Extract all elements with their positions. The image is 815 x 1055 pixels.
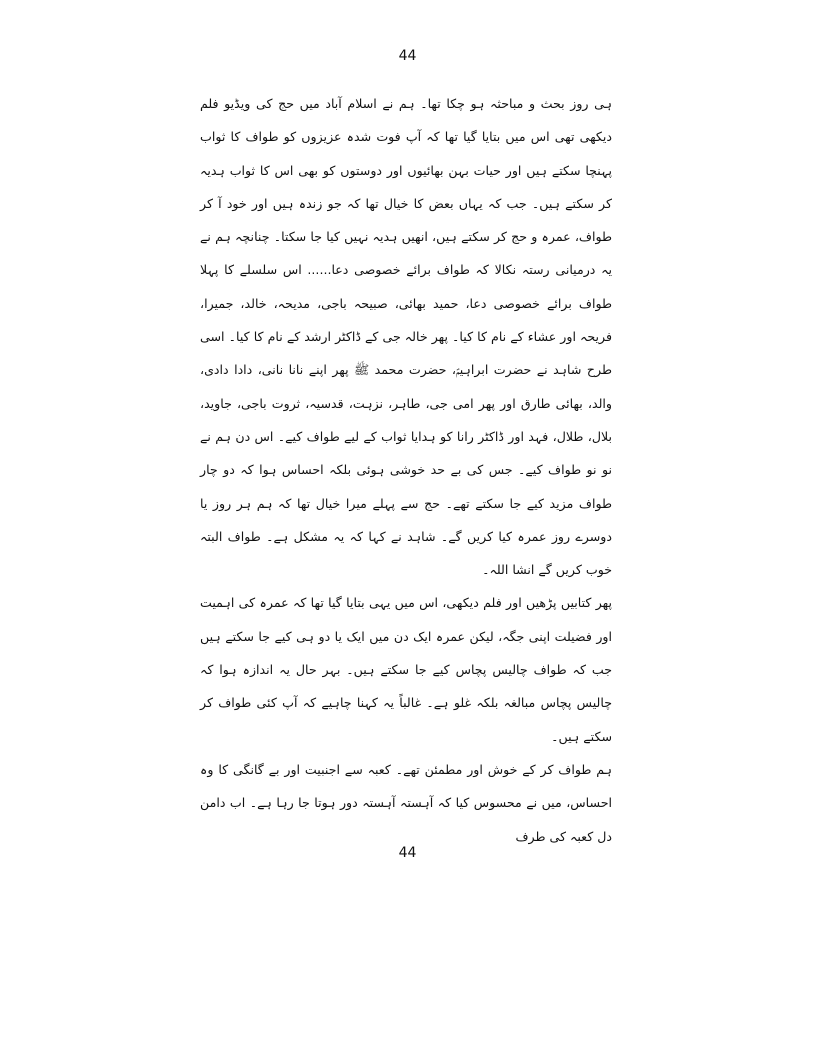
paragraph-1 <box>200 87 612 586</box>
page-number-top: 44 <box>398 48 417 64</box>
paragraph-text: ہی روز بحث و مباحثہ ہو چکا تھا۔ ہم نے اسلام آباد میں حج کی ویڈیو فلم دیکھی تھی اس میں بتایا گیا تھا کہ آپ فوت شدہ عزیزوں کو طواف کا ثواب پہنچا سکتے ہیں اور حیات بہن بھائیوں اور دوستوں کو بھی اس کا ثواب ہدیہ کر سکتے ہیں۔ جب کہ یہاں بعض کا خیال تھا کہ جو زندہ ہیں اور خود آ کر طواف، عمرہ و حج کر سکتے ہیں، انھیں ہدیہ نہیں کیا جا سکتا۔ چنانچہ ہم نے یہ درمیانی رستہ نکالا کہ طواف برائے خصوصی دعا...... اس سلسلے کا پہلا طواف برائے خصوصی دعا، حمید بھائی، صبیحہ باجی، مدیحہ، خالد، جمیرا، فریحہ اور عشاء کے نام کا کیا۔ پھر خالہ جی کے ڈاکٹر ارشد کے نام کا کیا۔ اسی طرح شاہد نے حضرت ابراہیمؑ، حضرت محمد ﷺ پھر اپنے نانا نانی، دادا دادی، والد، بھائی طارق اور پھر امی جی، طاہر، نزہت، قدسیہ، ثروت باجی، جاوید، بلال، طلال، فہد اور ڈاکٹر رانا کو ہدایا ثواب کے لیے طواف کیے۔ اس دن ہم نے نو نو طواف کیے۔ جس کی بے حد خوشی ہوئی بلکہ احساس ہوا کہ دو چار طواف مزید کیے جا سکتے تھے۔ حج سے پہلے میرا خیال تھا کہ ہم ہر روز یا دوسرے روز عمرہ کیا کریں گے۔ شاہد نے کہا کہ یہ مشکل ہے۔ طواف البتہ خوب کریں گے انشا اللہ۔ <box>200 96 612 578</box>
paragraph-3 <box>200 753 612 853</box>
body-text <box>200 87 612 853</box>
paragraph-text: پھر کتابیں پڑھیں اور فلم دیکھی، اس میں یہی بتایا گیا تھا کہ عمرہ کی اہمیت اور فضیلت اپنی جگہ، لیکن عمرہ ایک دن میں ایک یا دو ہی کیے جا سکتے ہیں جب کہ طواف چالیس پچاس کیے جا سکتے ہیں۔ بہر حال یہ اندازہ ہوا کہ چالیس پچاس مبالغہ بلکہ غلو ہے۔ غالباً یہ کہنا چاہیے کہ آپ کئی طواف کر سکتے ہیں۔ <box>200 595 612 744</box>
paragraph-text: ہم طواف کر کے خوش اور مطمئن تھے۔ کعبہ سے اجنبیت اور بے گانگی کا وہ احساس، میں نے محسوس کیا کہ آہستہ آہستہ دور ہوتا جا رہا ہے۔ اب دامن دل کعبہ کی طرف <box>200 761 612 844</box>
page-number-bottom: 44 <box>398 845 417 861</box>
paragraph-2 <box>200 586 612 752</box>
